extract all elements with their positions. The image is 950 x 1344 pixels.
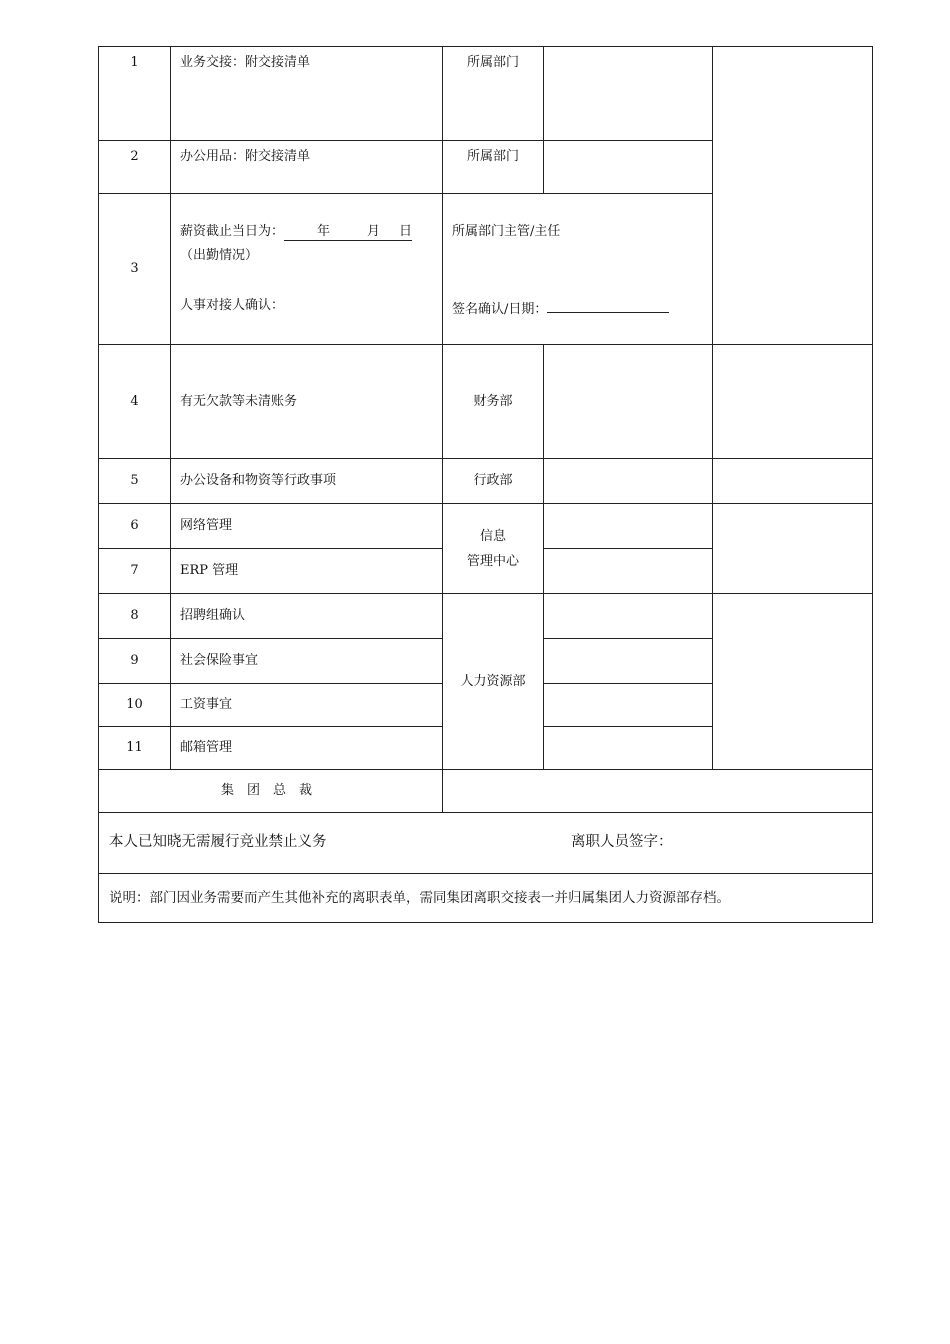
row-number: 5 [99, 459, 171, 504]
sign-cell[interactable] [544, 459, 713, 504]
sign-cell[interactable] [544, 47, 713, 141]
item-cell: 办公用品：附交接清单 [171, 141, 443, 194]
row-number: 9 [99, 639, 171, 684]
info-dept-line1: 信息 [479, 528, 506, 544]
sign-cell[interactable] [544, 345, 713, 459]
dept-cell [443, 504, 544, 594]
item-cell: ERP 管理 [171, 549, 443, 594]
sign-cell[interactable] [544, 639, 713, 684]
president-row [99, 770, 873, 813]
dept-cell: 行政部 [443, 459, 544, 504]
president-label [99, 770, 443, 813]
remark-cell[interactable] [713, 594, 873, 770]
sign-date-blank[interactable] [547, 296, 669, 313]
item-cell: 业务交接：附交接清单 [171, 47, 443, 141]
salary-cell [171, 194, 443, 345]
table-row [99, 345, 873, 459]
table-row [99, 594, 873, 639]
dept-cell: 所属部门 [443, 141, 544, 194]
row-number: 1 [99, 47, 171, 141]
row-number: 10 [99, 684, 171, 727]
sign-cell[interactable] [544, 684, 713, 727]
sign-cell[interactable] [544, 594, 713, 639]
row-number: 7 [99, 549, 171, 594]
note-cell [99, 874, 873, 923]
item-cell: 招聘组确认 [171, 594, 443, 639]
item-cell: 社会保险事宜 [171, 639, 443, 684]
attendance-label: （出勤情况） [180, 248, 259, 263]
sign-cell[interactable] [544, 727, 713, 770]
salary-label: 薪资截止当日为： [180, 224, 285, 239]
noncompete-row [99, 813, 873, 874]
noncompete-text: 本人已知晓无需履行竞业禁止义务 [109, 834, 327, 850]
dept-cell: 人力资源部 [443, 594, 544, 770]
row-number: 2 [99, 141, 171, 194]
item-cell: 工资事宜 [171, 684, 443, 727]
item-cell: 网络管理 [171, 504, 443, 549]
handover-form-table [98, 46, 873, 923]
item-cell: 办公设备和物资等行政事项 [171, 459, 443, 504]
remark-cell[interactable] [713, 345, 873, 459]
resignee-sign-label: 离职人员签字： [571, 834, 673, 850]
supervisor-cell [443, 194, 713, 345]
item-cell: 有无欠款等未清账务 [171, 345, 443, 459]
month-label: 月 [367, 224, 381, 239]
year-label: 年 [317, 224, 331, 239]
note-text: 说明：部门因业务需要而产生其他补充的离职表单，需同集团离职交接表一并归属集团人力资源部存档。 [109, 890, 730, 906]
table-row [99, 47, 873, 141]
row-number: 6 [99, 504, 171, 549]
hr-confirm-label: 人事对接人确认： [180, 298, 285, 313]
day-label: 日 [399, 224, 413, 239]
sign-cell[interactable] [544, 141, 713, 194]
remark-cell[interactable] [713, 459, 873, 504]
remark-cell[interactable] [713, 47, 873, 345]
row-number: 3 [99, 194, 171, 345]
president-text: 集 团 总 裁 [221, 783, 313, 798]
supervisor-label: 所属部门主管/主任 [452, 224, 561, 239]
table-row [99, 504, 873, 549]
note-row [99, 874, 873, 923]
sign-date-label: 签名确认/日期： [452, 302, 548, 317]
president-sign-cell[interactable] [443, 770, 873, 813]
sign-cell[interactable] [544, 549, 713, 594]
sign-cell[interactable] [544, 504, 713, 549]
item-cell: 邮箱管理 [171, 727, 443, 770]
noncompete-cell [99, 813, 873, 874]
date-blank[interactable] [284, 224, 412, 241]
row-number: 4 [99, 345, 171, 459]
info-dept-line2: 管理中心 [466, 553, 519, 569]
row-number: 11 [99, 727, 171, 770]
remark-cell[interactable] [713, 504, 873, 594]
dept-cell: 所属部门 [443, 47, 544, 141]
dept-cell: 财务部 [443, 345, 544, 459]
table-row [99, 459, 873, 504]
row-number: 8 [99, 594, 171, 639]
